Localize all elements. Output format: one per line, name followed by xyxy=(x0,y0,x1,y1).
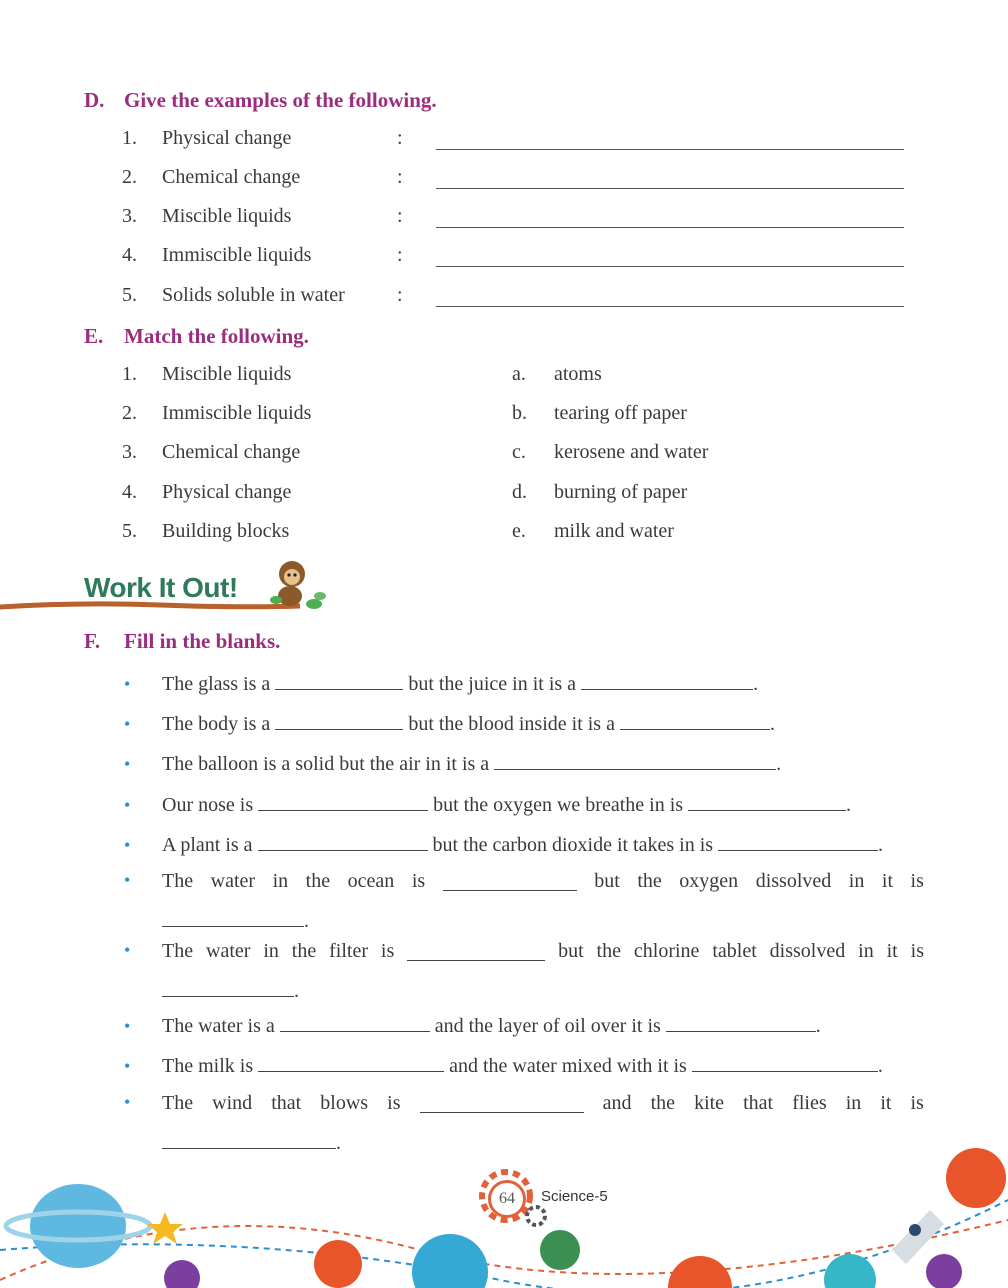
blank-field[interactable] xyxy=(620,709,770,730)
word: it xyxy=(881,870,894,892)
book-title: Science-5 xyxy=(541,1188,608,1205)
fill-blank-sentence xyxy=(124,870,924,893)
match-right-item xyxy=(512,520,674,543)
word: the xyxy=(305,870,331,892)
blank-field[interactable] xyxy=(494,749,776,770)
list-item xyxy=(122,244,403,267)
item-label: Physical change xyxy=(162,481,292,503)
item-letter: d. xyxy=(512,481,527,503)
sentence-text: but the juice in it is a xyxy=(408,673,577,695)
sentence-text: The water is a xyxy=(162,1015,275,1037)
list-item xyxy=(122,166,403,189)
blank-field[interactable] xyxy=(258,1051,444,1072)
period: . xyxy=(304,910,309,932)
section-letter: D. xyxy=(84,88,105,112)
match-right-item xyxy=(512,363,602,386)
item-label: Immiscible liquids xyxy=(162,244,312,266)
word: blows xyxy=(320,1092,369,1114)
blank-field[interactable] xyxy=(275,709,403,730)
sentence-text: Our nose is xyxy=(162,794,254,816)
fill-blank-sentence xyxy=(124,1051,924,1078)
word: water xyxy=(206,940,251,962)
period: . xyxy=(769,713,775,735)
item-label: Immiscible liquids xyxy=(162,402,312,424)
match-right-item xyxy=(512,402,687,425)
bullet-icon: • xyxy=(124,940,131,960)
match-left-item xyxy=(122,441,300,464)
bullet-icon: • xyxy=(124,870,131,890)
match-left-item xyxy=(122,520,289,543)
period: . xyxy=(846,794,852,816)
bullet-icon: • xyxy=(124,795,131,815)
bullet-icon: • xyxy=(124,1092,131,1112)
colon: : xyxy=(397,166,403,188)
section-d-heading xyxy=(84,88,437,113)
item-letter: c. xyxy=(512,441,526,463)
fill-blank-sentence xyxy=(124,790,924,817)
word: in xyxy=(272,870,289,892)
bullet-icon: • xyxy=(124,674,131,694)
word: water xyxy=(210,870,256,892)
sentence-text: but the oxygen we breathe in is xyxy=(433,794,684,816)
item-number: 1. xyxy=(122,363,137,385)
section-letter: E. xyxy=(84,324,104,348)
word: the xyxy=(637,870,662,892)
page-number: 64 xyxy=(488,1180,526,1218)
section-title: Give the examples of the following. xyxy=(124,88,437,112)
word: tablet xyxy=(712,940,757,962)
list-item xyxy=(122,284,403,307)
item-number: 5. xyxy=(122,520,137,542)
word: that xyxy=(271,1092,302,1114)
answer-line[interactable] xyxy=(436,227,904,228)
blank-field[interactable] xyxy=(258,790,428,811)
blank-field[interactable] xyxy=(666,1011,816,1032)
fill-blank-sentence xyxy=(124,1011,924,1038)
blank-field[interactable] xyxy=(280,1011,430,1032)
word: in xyxy=(845,1092,862,1114)
item-label: burning of paper xyxy=(554,481,688,503)
sentence-text: and the layer of oil over it is xyxy=(434,1015,661,1037)
item-number: 2. xyxy=(122,166,137,188)
item-number: 1. xyxy=(122,127,137,149)
monkey-icon xyxy=(262,556,328,620)
sentence-continuation xyxy=(162,906,309,933)
word: the xyxy=(650,1092,675,1114)
colon: : xyxy=(397,284,403,306)
word: oxygen xyxy=(679,870,739,892)
word: but xyxy=(558,940,584,962)
sentence-text: The milk is xyxy=(162,1055,254,1077)
item-label: Miscible liquids xyxy=(162,205,292,227)
item-letter: b. xyxy=(512,402,527,424)
word: is xyxy=(387,1092,401,1114)
period: . xyxy=(336,1132,341,1154)
word: ocean xyxy=(347,870,395,892)
blank-field[interactable] xyxy=(688,790,846,811)
fill-blank-sentence xyxy=(124,709,924,736)
sentence-continuation xyxy=(162,976,299,1003)
fill-blank-sentence xyxy=(124,749,924,776)
item-letter: a. xyxy=(512,363,526,385)
item-label: Miscible liquids xyxy=(162,363,292,385)
bullet-icon: • xyxy=(124,714,131,734)
word: but xyxy=(594,870,620,892)
item-label: Solids soluble in water xyxy=(162,284,345,306)
period: . xyxy=(753,673,759,695)
blank-field[interactable] xyxy=(443,870,577,891)
word: is xyxy=(910,870,924,892)
answer-line[interactable] xyxy=(436,188,904,189)
period: . xyxy=(294,980,299,1002)
item-label: kerosene and water xyxy=(554,441,709,463)
item-number: 3. xyxy=(122,441,137,463)
item-number: 4. xyxy=(122,244,137,266)
item-number: 5. xyxy=(122,284,137,306)
bullet-icon: • xyxy=(124,1056,131,1076)
item-number: 2. xyxy=(122,402,137,424)
item-number: 3. xyxy=(122,205,137,227)
match-left-item xyxy=(122,363,291,386)
answer-line[interactable] xyxy=(436,149,904,150)
blank-field[interactable] xyxy=(162,906,304,927)
fill-blank-sentence xyxy=(124,1092,924,1115)
blank-field[interactable] xyxy=(420,1092,584,1113)
item-letter: e. xyxy=(512,520,526,542)
word: the xyxy=(596,940,621,962)
match-right-item xyxy=(512,441,708,464)
colon: : xyxy=(397,205,403,227)
item-label: milk and water xyxy=(554,520,674,542)
word: is xyxy=(910,940,924,962)
word: The xyxy=(162,870,194,892)
item-label: Chemical change xyxy=(162,441,301,463)
sentence-text: The balloon is a solid but the air in it is a xyxy=(162,753,490,775)
sentence-text: and the water mixed with it is xyxy=(449,1055,687,1077)
word: filter xyxy=(329,940,369,962)
section-f-heading xyxy=(84,629,280,654)
section-title: Fill in the blanks. xyxy=(124,629,281,653)
match-right-item xyxy=(512,481,687,504)
word: dissolved xyxy=(769,940,846,962)
blank-field[interactable] xyxy=(162,976,294,997)
period: . xyxy=(877,1055,883,1077)
fill-blank-sentence xyxy=(124,940,924,963)
blank-field[interactable] xyxy=(581,669,753,690)
work-it-out-title: Work It Out! xyxy=(84,572,238,603)
answer-line[interactable] xyxy=(436,266,904,267)
item-label: tearing off paper xyxy=(554,402,687,424)
word: that xyxy=(743,1092,774,1114)
word: The xyxy=(162,940,194,962)
word: kite xyxy=(694,1092,725,1114)
bullet-icon: • xyxy=(124,835,131,855)
item-label: Chemical change xyxy=(162,166,301,188)
word: in xyxy=(858,940,874,962)
sentence-text: The body is a xyxy=(162,713,271,735)
list-item xyxy=(122,205,403,228)
item-label: atoms xyxy=(554,363,602,385)
word: it xyxy=(880,1092,892,1114)
section-e-heading xyxy=(84,324,309,349)
list-item xyxy=(122,127,403,150)
blank-field[interactable] xyxy=(692,1051,878,1072)
match-left-item xyxy=(122,481,291,504)
period: . xyxy=(776,753,782,775)
word: is xyxy=(910,1092,924,1114)
sentence-text: A plant is a xyxy=(162,834,253,856)
colon: : xyxy=(397,127,403,149)
item-label: Building blocks xyxy=(162,520,290,542)
word: dissolved xyxy=(755,870,832,892)
word: the xyxy=(291,940,317,962)
word: is xyxy=(380,940,395,962)
sentence-text: but the blood inside it is a xyxy=(408,713,615,735)
blank-field[interactable] xyxy=(407,940,545,961)
bullet-icon: • xyxy=(124,754,131,774)
word: is xyxy=(411,870,426,892)
fill-blank-sentence xyxy=(124,669,924,696)
word: The xyxy=(162,1092,194,1114)
section-title: Match the following. xyxy=(124,324,309,348)
word: in xyxy=(848,870,865,892)
blank-field[interactable] xyxy=(718,830,878,851)
word: in xyxy=(263,940,279,962)
word: and xyxy=(602,1092,632,1114)
period: . xyxy=(878,834,884,856)
answer-line[interactable] xyxy=(436,306,904,307)
fill-blank-sentence xyxy=(124,830,924,857)
word: flies xyxy=(792,1092,827,1114)
word: it xyxy=(886,940,898,962)
match-left-item xyxy=(122,402,311,425)
word: wind xyxy=(212,1092,253,1114)
blank-field[interactable] xyxy=(258,830,428,851)
sentence-text: but the carbon dioxide it takes in is xyxy=(432,834,714,856)
bullet-icon: • xyxy=(124,1016,131,1036)
period: . xyxy=(815,1015,821,1037)
section-letter: F. xyxy=(84,629,101,653)
colon: : xyxy=(397,244,403,266)
word: chlorine xyxy=(633,940,700,962)
item-label: Physical change xyxy=(162,127,292,149)
blank-field[interactable] xyxy=(275,669,403,690)
sentence-text: The glass is a xyxy=(162,673,271,695)
item-number: 4. xyxy=(122,481,137,503)
